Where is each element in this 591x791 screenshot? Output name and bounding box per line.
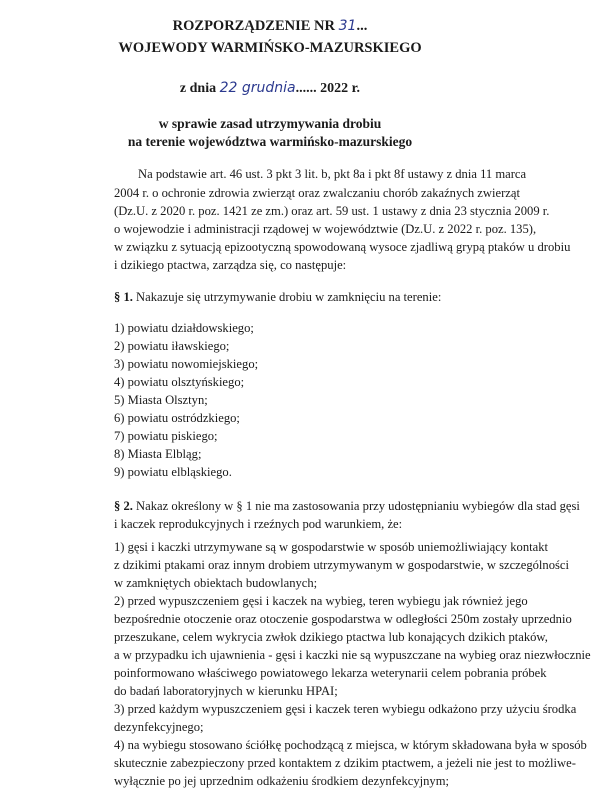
paragraph-4-line: 4) na wybiegu stosowano ściółkę pochodzącą z miejsca, w którym składowana była w sposób — [114, 738, 587, 752]
paragraph-2-line: przeszukane, celem wykrycia zwłok dzikiego ptactwa lub konających dzikich ptaków, — [114, 630, 548, 644]
subject-line-2: na terenie województwa warmińsko-mazurskiego — [127, 134, 413, 149]
list-item: 9) powiatu elbląskiego. — [114, 465, 232, 479]
list-item: 5) Miasta Olsztyn; — [114, 393, 208, 407]
paragraph-3-line: 3) przed każdym wypuszczeniem gęsi i kaczek teren wybiegu odkażono przy użyciu środka — [114, 702, 577, 716]
list-item: 1) powiatu działdowskiego; — [114, 321, 254, 335]
title-dots: ... — [356, 18, 368, 34]
paragraph-2-line: 2) przed wypuszczeniem gęsi i kaczek na wybieg, teren wybiegu jak również jego — [114, 594, 528, 608]
section-2-heading — [114, 499, 580, 514]
section-2-text: Nakaz określony w § 1 nie ma zastosowania przy udostępnianiu wybiegów dla stad gęsi — [132, 499, 580, 513]
handwritten-date: 22 grudnia — [219, 80, 296, 96]
date-suffix: ...... 2022 r. — [295, 81, 361, 96]
preamble-line: i dzikiego ptactwa, zarządza się, co następuje: — [114, 258, 347, 272]
authority-title: WOJEWODY WARMIŃSKO-MAZURSKIEGO — [118, 40, 422, 56]
section-1-heading — [114, 290, 441, 305]
list-item: 8) Miasta Elbląg; — [114, 447, 202, 461]
document-title — [0, 18, 540, 35]
subject-line-1: w sprawie zasad utrzymywania drobiu — [158, 116, 382, 131]
paragraph-2-line: a w przypadku ich ujawnienia - gęsi i kaczki nie są wypuszczane na wybieg oraz niezwłocznie — [114, 648, 591, 662]
preamble-line: w związku z sytuacją epizootyczną spowodowaną wysoce zjadliwą grypą ptaków u drobiu — [114, 240, 571, 254]
section-1-mark: § 1. — [114, 290, 133, 304]
paragraph-1-line: w zamkniętych obiektach budowlanych; — [114, 576, 318, 590]
list-item: 7) powiatu piskiego; — [114, 429, 218, 443]
preamble-line: 2004 r. o ochronie zdrowia zwierząt oraz zwalczaniu chorób zakaźnych zwierząt — [114, 186, 520, 200]
section-1-text: Nakazuje się utrzymywanie drobiu w zamknięciu na terenie: — [132, 290, 442, 304]
preamble-line: o wojewodzie i administracji rządowej w województwie (Dz.U. z 2022 r. poz. 135), — [114, 222, 537, 236]
handwritten-number: 31 — [338, 18, 357, 34]
preamble-line: (Dz.U. z 2020 r. poz. 1421 ze zm.) oraz art. 59 ust. 1 ustawy z dnia 23 stycznia 2009 r. — [114, 204, 550, 218]
document-date — [0, 80, 540, 97]
date-prefix: z dnia — [179, 81, 220, 96]
section-2-line: i kaczek reprodukcyjnych i rzeźnych pod warunkiem, że: — [114, 517, 403, 531]
list-item: 2) powiatu iławskiego; — [114, 339, 230, 353]
list-item: 3) powiatu nowomiejskiego; — [114, 357, 259, 371]
paragraph-1-line: z dzikimi ptakami oraz innym drobiem utrzymywanym w gospodarstwie, w szczególności — [114, 558, 570, 572]
list-item: 6) powiatu ostródzkiego; — [114, 411, 240, 425]
paragraph-4-line: skutecznie zabezpieczony przed kontaktem z dzikim ptactwem, a jeżeli nie jest to możliwe- — [114, 756, 576, 770]
section-2-mark: § 2. — [114, 499, 133, 513]
paragraph-1-line: 1) gęsi i kaczki utrzymywane są w gospodarstwie w sposób uniemożliwiający kontakt — [114, 540, 549, 554]
paragraph-4-line: wyłącznie po jej uprzednim odkażeniu środkiem dezynfekcyjnym; — [114, 774, 450, 788]
paragraph-2-line: poinformowano właściwego powiatowego lekarza weterynarii celem pobrania próbek — [114, 666, 547, 680]
paragraph-3-line: dezynfekcyjnego; — [114, 720, 204, 734]
paragraph-2-line: bezpośrednie otoczenie oraz otoczenie gospodarstwa w odległości 250m zostały uprzednio — [114, 612, 572, 626]
preamble-line: Na podstawie art. 46 ust. 3 pkt 3 lit. b, pkt 8a i pkt 8f ustawy z dnia 11 marca — [138, 167, 527, 181]
paragraph-2-line: do badań laboratoryjnych w kierunku HPAI; — [114, 684, 338, 698]
list-item: 4) powiatu olsztyńskiego; — [114, 375, 245, 389]
title-prefix: ROZPORZĄDZENIE NR — [172, 18, 339, 34]
